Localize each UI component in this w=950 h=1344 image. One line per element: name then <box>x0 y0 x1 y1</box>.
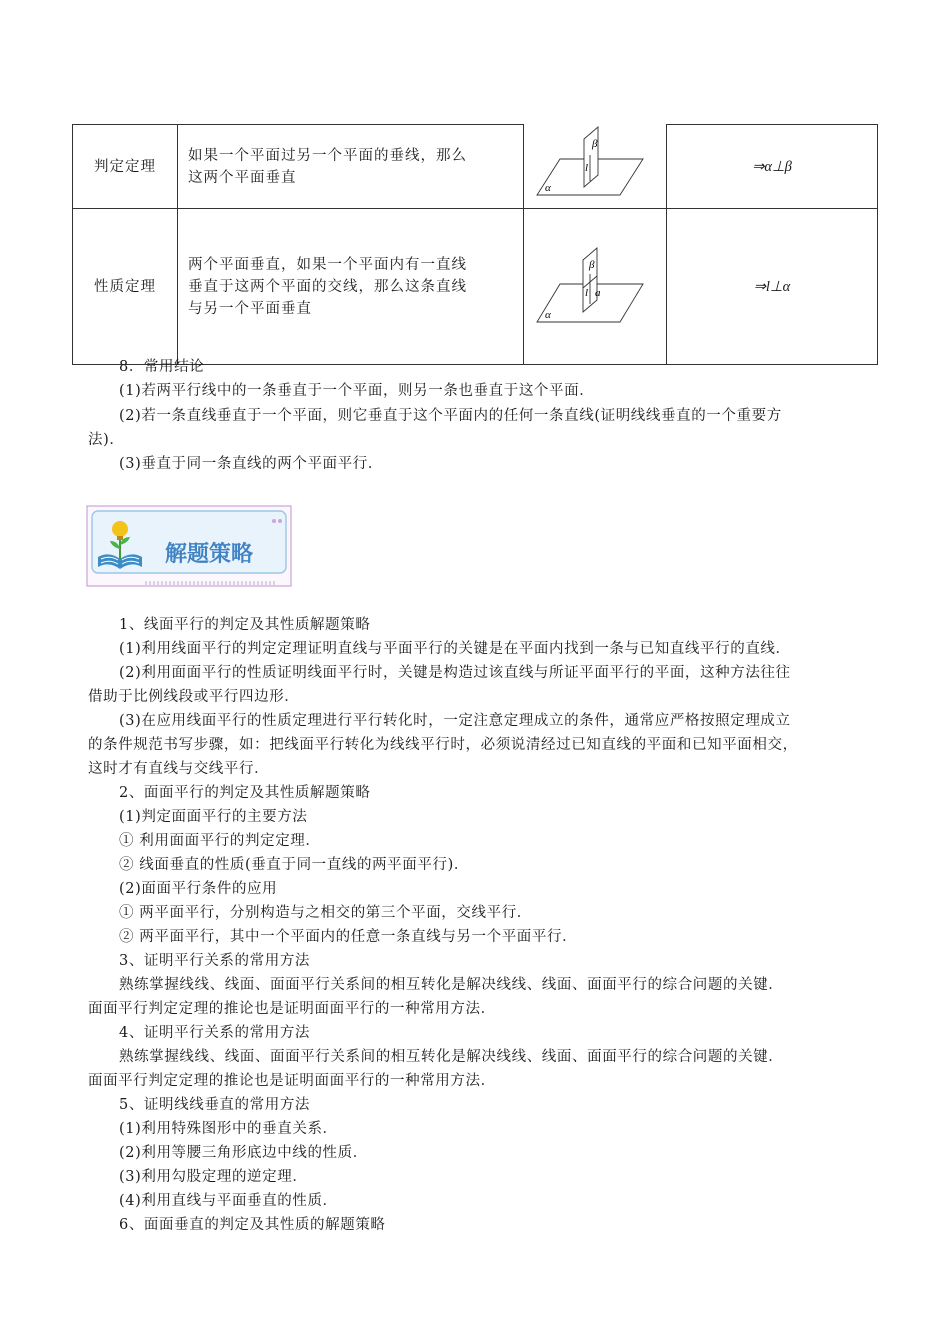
paragraph: (3)垂直于同一条直线的两个平面平行． <box>119 456 383 472</box>
paragraph: 面面平行判定定理的推论也是证明面面平行的一种常用方法． <box>88 1001 496 1017</box>
paragraph: ① 利用面面平行的判定定理． <box>119 833 321 849</box>
paragraph: (1)利用特殊图形中的垂直关系． <box>119 1121 338 1137</box>
paragraph: (3)在应用线面平行的性质定理进行平行转化时，一定注意定理成立的条件，通常应严格按照定理成立 <box>119 713 791 729</box>
figure-cell <box>524 209 667 365</box>
alpha-label: α <box>545 182 551 194</box>
description-line: 如果一个平面过另一个平面的垂线，那么 <box>188 147 467 164</box>
section-heading: 8．常用结论 <box>119 359 205 375</box>
paragraph: (2)若一条直线垂直于一个平面，则它垂直于这个平面内的任何一条直线(证明线线垂直的一个重要方 <box>119 408 782 424</box>
theorem-result: ⇒l⊥α <box>667 209 878 365</box>
figure-cell <box>524 125 667 209</box>
table-row <box>73 209 878 365</box>
alpha-label: α <box>545 309 551 321</box>
paragraph: 面面平行判定定理的推论也是证明面面平行的一种常用方法． <box>88 1073 496 1089</box>
paragraph: (1)判定面面平行的主要方法 <box>119 809 308 825</box>
paragraph: (3)利用勾股定理的逆定理． <box>119 1169 308 1185</box>
paragraph: 熟练掌握线线、线面、面面平行关系间的相互转化是解决线线、线面、面面平行的综合问题的关键． <box>119 977 784 993</box>
section-heading: 4、证明平行关系的常用方法 <box>119 1025 311 1041</box>
theorem-description <box>178 125 524 209</box>
paragraph: 熟练掌握线线、线面、面面平行关系间的相互转化是解决线线、线面、面面平行的综合问题的关键． <box>119 1049 784 1065</box>
paragraph: ① 两平面平行，分别构造与之相交的第三个平面，交线平行． <box>119 905 532 921</box>
description-line: 这两个平面垂直 <box>188 169 297 186</box>
banner-graphic <box>86 505 292 587</box>
beta-label: β <box>589 259 595 271</box>
theorem-name: 判定定理 <box>73 125 178 209</box>
paragraph: 法)． <box>88 432 125 448</box>
paragraph: 这时才有直线与交线平行． <box>88 761 270 777</box>
section-heading: 2、面面平行的判定及其性质解题策略 <box>119 785 371 801</box>
description-line: 与另一个平面垂直 <box>188 300 312 317</box>
paragraph: (2)利用等腰三角形底边中线的性质． <box>119 1145 368 1161</box>
section-heading: 6、面面垂直的判定及其性质的解题策略 <box>119 1217 386 1233</box>
a-label: a <box>595 287 601 299</box>
paragraph: ② 两平面平行，其中一个平面内的任意一条直线与另一个平面平行． <box>119 929 578 945</box>
paragraph: (1)若两平行线中的一条垂直于一个平面，则另一条也垂直于这个平面． <box>119 383 595 399</box>
table-row <box>73 125 878 209</box>
paragraph: 的条件规范书写步骤，如：把线面平行转化为线线平行时，必须说清经过已知直线的平面和已知平面相交， <box>88 737 798 753</box>
section-heading: 1、线面平行的判定及其性质解题策略 <box>119 617 371 633</box>
plane-perpendicular-property-figure <box>525 238 665 328</box>
description-line: 垂直于这两个平面的交线，那么这条直线 <box>188 278 467 295</box>
theorem-description <box>178 209 524 365</box>
theorem-table <box>72 124 878 365</box>
banner-title: 解题策略 <box>165 542 254 567</box>
paragraph: ② 线面垂直的性质(垂直于同一直线的两平面平行)． <box>119 857 469 873</box>
section-heading: 5、证明线线垂直的常用方法 <box>119 1097 311 1113</box>
theorem-result: ⇒α⊥β <box>667 125 878 209</box>
l-label: l <box>585 287 589 299</box>
theorem-name: 性质定理 <box>73 209 178 365</box>
plane-perpendicular-figure <box>525 125 665 201</box>
strategy-banner <box>86 505 292 587</box>
paragraph: (1)利用线面平行的判定定理证明直线与平面平行的关键是在平面内找到一条与已知直线平行的直线． <box>119 641 791 657</box>
beta-label: β <box>592 138 598 150</box>
paragraph: (2)面面平行条件的应用 <box>119 881 278 897</box>
description-line: 两个平面垂直，如果一个平面内有一直线 <box>188 256 467 273</box>
paragraph: 借助于比例线段或平行四边形． <box>88 689 300 705</box>
section-heading: 3、证明平行关系的常用方法 <box>119 953 311 969</box>
l-label: l <box>585 162 589 174</box>
paragraph: (4)利用直线与平面垂直的性质． <box>119 1193 338 1209</box>
paragraph: (2)利用面面平行的性质证明线面平行时，关键是构造过该直线与所证平面平行的平面，这种方法往往 <box>119 665 791 681</box>
